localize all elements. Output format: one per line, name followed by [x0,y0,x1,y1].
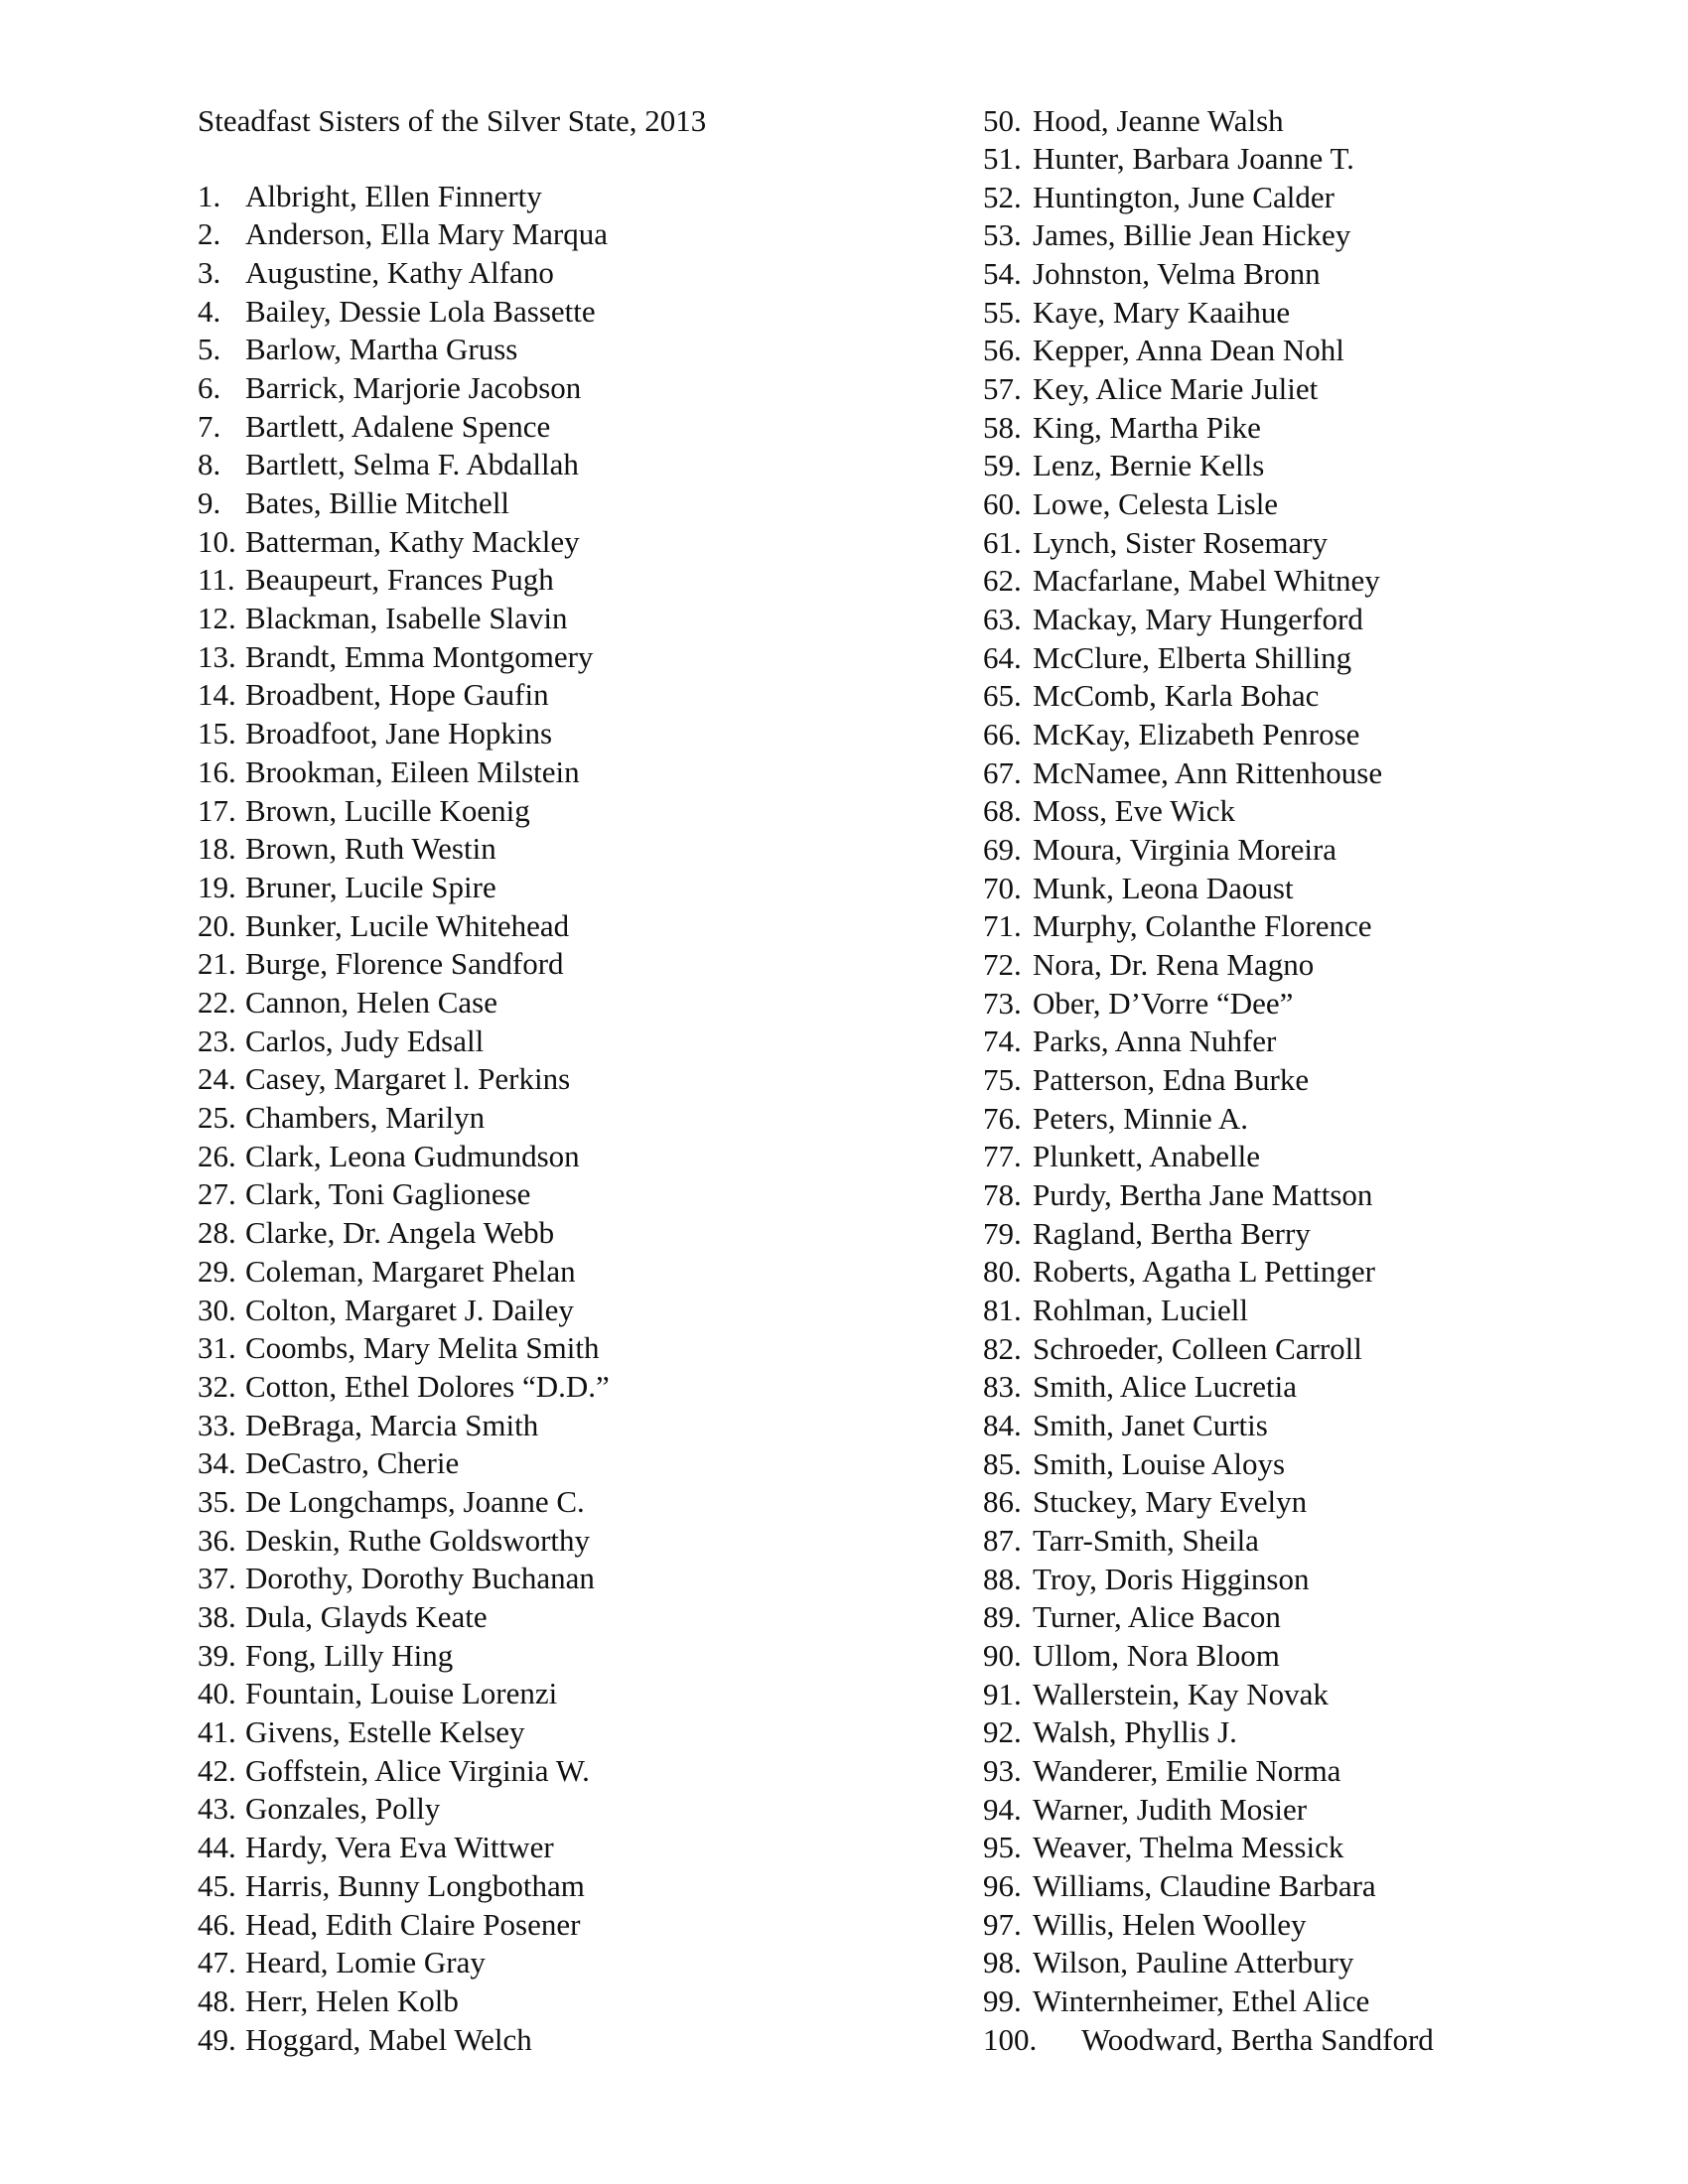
list-item-number: 29. [198,1253,236,1289]
list-item-name: Bartlett, Adalene Spence [245,408,551,444]
list-item-number: 70. [983,870,1022,905]
list-item-name: Broadbent, Hope Gaufin [245,677,549,713]
list-item-name: Ragland, Bertha Berry [1033,1215,1311,1251]
list-item-name: Williams, Claudine Barbara [1033,1867,1376,1903]
list-item-name: DeBraga, Marcia Smith [245,1407,539,1442]
list-item-number: 52. [983,179,1022,214]
list-item-number: 59. [983,448,1022,483]
list-item-name: Bruner, Lucile Spire [245,869,496,904]
list-item-number: 65. [983,678,1022,714]
list-item-number: 41. [198,1714,236,1750]
list-item-number: 61. [983,524,1022,560]
list-item-number: 44. [198,1830,236,1865]
list-item-number: 92. [983,1714,1022,1750]
list-item-name: Hood, Jeanne Walsh [1033,102,1284,138]
list-item-number: 86. [983,1484,1022,1520]
list-item-number: 38. [198,1599,236,1635]
list-item-name: Cotton, Ethel Dolores “D.D.” [245,1368,610,1404]
list-item-number: 22. [198,984,236,1020]
list-item-number: 6. [198,369,221,405]
list-item-number: 96. [983,1867,1022,1903]
list-item-name: Parks, Anna Nuhfer [1033,1024,1277,1059]
list-item-name: Weaver, Thelma Messick [1033,1830,1344,1865]
list-item-name: Wallerstein, Kay Novak [1033,1676,1329,1711]
list-item-number: 87. [983,1522,1022,1558]
list-item-number: 14. [198,677,236,713]
list-item-number: 1. [198,178,221,213]
list-item-number: 2. [198,216,221,252]
list-item-name: Harris, Bunny Longbotham [245,1867,585,1903]
list-item-name: Lenz, Bernie Kells [1033,448,1265,483]
list-item-number: 73. [983,985,1022,1021]
list-item-name: Beaupeurt, Frances Pugh [245,562,554,598]
list-item-name: McClure, Elberta Shilling [1033,639,1352,675]
list-item-name: Moura, Virginia Moreira [1033,832,1337,868]
list-item-number: 19. [198,869,236,904]
list-item-name: Ullom, Nora Bloom [1033,1637,1280,1673]
list-item-name: Clark, Leona Gudmundson [245,1138,580,1173]
list-item-number: 64. [983,639,1022,675]
list-item-number: 75. [983,1062,1022,1097]
list-item-number: 35. [198,1483,236,1519]
list-item-name: Key, Alice Marie Juliet [1033,371,1319,407]
list-item-name: Coleman, Margaret Phelan [245,1253,576,1289]
list-item-number: 69. [983,832,1022,868]
list-item-number: 74. [983,1024,1022,1059]
list-item-number: 43. [198,1791,236,1827]
list-item-number: 46. [198,1906,236,1942]
list-item-number: 91. [983,1676,1022,1711]
list-item-name: Dula, Glayds Keate [245,1599,488,1635]
list-item-name: Bailey, Dessie Lola Bassette [245,293,596,329]
list-item-name: Albright, Ellen Finnerty [245,178,542,213]
list-item-number: 63. [983,602,1022,637]
list-item-name: Woodward, Bertha Sandford [1081,2021,1434,2057]
list-item-name: Fountain, Louise Lorenzi [245,1676,558,1711]
list-item-number: 42. [198,1752,236,1788]
list-item-name: Barlow, Martha Gruss [245,332,518,367]
list-item-name: Purdy, Bertha Jane Mattson [1033,1176,1373,1212]
list-item-number: 88. [983,1561,1022,1596]
list-item-name: Batterman, Kathy Mackley [245,523,580,559]
list-item-number: 50. [983,102,1022,138]
list-item-number: 20. [198,907,236,943]
list-item-number: 57. [983,371,1022,407]
list-item-number: 11. [198,562,235,598]
list-item-name: Kaye, Mary Kaaihue [1033,294,1291,330]
list-item-name: Herr, Helen Kolb [245,1982,459,2018]
list-item-number: 83. [983,1369,1022,1405]
list-item-name: Walsh, Phyllis J. [1033,1714,1237,1750]
list-item-number: 37. [198,1561,236,1596]
list-item-name: Roberts, Agatha L Pettinger [1033,1254,1375,1290]
list-item-name: Blackman, Isabelle Slavin [245,601,568,636]
list-item-number: 53. [983,217,1022,253]
list-item-name: Broadfoot, Jane Hopkins [245,716,553,751]
list-item-name: Colton, Margaret J. Dailey [245,1292,574,1327]
list-item-number: 7. [198,408,221,444]
list-item-number: 67. [983,754,1022,790]
list-item-number: 71. [983,908,1022,944]
list-item-name: Coombs, Mary Melita Smith [245,1330,600,1366]
list-item-number: 32. [198,1368,236,1404]
list-item-number: 56. [983,333,1022,368]
list-item-number: 80. [983,1254,1022,1290]
list-item-name: Macfarlane, Mabel Whitney [1033,563,1380,599]
list-item-number: 8. [198,447,221,482]
list-item-number: 51. [983,141,1022,177]
list-item-number: 66. [983,717,1022,752]
list-item-name: Clark, Toni Gaglionese [245,1176,531,1212]
list-item-number: 45. [198,1867,236,1903]
list-item-number: 81. [983,1292,1022,1327]
list-item-number: 97. [983,1906,1022,1942]
list-item-name: Kepper, Anna Dean Nohl [1033,333,1344,368]
list-item-number: 47. [198,1945,236,1980]
list-item-name: Moss, Eve Wick [1033,793,1235,829]
list-item-number: 13. [198,638,236,674]
list-item-number: 98. [983,1945,1022,1980]
list-item-name: Casey, Margaret l. Perkins [245,1061,571,1097]
list-item-name: Hoggard, Mabel Welch [245,2021,532,2057]
list-item-number: 48. [198,1982,236,2018]
list-item-name: Troy, Doris Higginson [1033,1561,1310,1596]
list-item-name: Fong, Lilly Hing [245,1637,454,1673]
list-item-name: McComb, Karla Bohac [1033,678,1320,714]
list-item-name: Head, Edith Claire Posener [245,1906,581,1942]
list-item-name: Heard, Lomie Gray [245,1945,486,1980]
list-item-name: Willis, Helen Woolley [1033,1906,1307,1942]
list-item-name: Anderson, Ella Mary Marqua [245,216,609,252]
list-item-name: Barrick, Marjorie Jacobson [245,369,582,405]
list-item-number: 49. [198,2021,236,2057]
list-item-name: Schroeder, Colleen Carroll [1033,1330,1362,1366]
list-item-number: 54. [983,256,1022,292]
list-item-number: 18. [198,831,236,867]
list-item-number: 36. [198,1522,236,1558]
list-item-name: Smith, Alice Lucretia [1033,1369,1298,1405]
list-item-name: Wanderer, Emilie Norma [1033,1752,1341,1788]
list-item-number: 24. [198,1061,236,1097]
list-item-name: Bates, Billie Mitchell [245,485,510,521]
list-item-number: 12. [198,601,236,636]
list-item-number: 93. [983,1752,1022,1788]
list-item-name: Dorothy, Dorothy Buchanan [245,1561,595,1596]
list-item-number: 68. [983,793,1022,829]
list-item-number: 78. [983,1176,1022,1212]
list-item-number: 25. [198,1100,236,1136]
list-item-number: 4. [198,293,221,329]
list-item-name: Wilson, Pauline Atterbury [1033,1945,1354,1980]
list-item-number: 79. [983,1215,1022,1251]
list-item-number: 9. [198,485,221,521]
list-item-name: Turner, Alice Bacon [1033,1599,1281,1635]
list-item-number: 84. [983,1407,1022,1442]
list-item-name: Johnston, Velma Bronn [1033,256,1321,292]
list-item-name: Givens, Estelle Kelsey [245,1714,525,1750]
list-item-name: Carlos, Judy Edsall [245,1023,485,1058]
list-item-number: 100. [983,2021,1038,2057]
list-item-number: 99. [983,1982,1022,2018]
list-item-name: James, Billie Jean Hickey [1033,217,1351,253]
list-item-number: 34. [198,1445,236,1481]
list-item-number: 90. [983,1637,1022,1673]
list-item-number: 30. [198,1292,236,1327]
list-item-number: 95. [983,1830,1022,1865]
list-item-name: Munk, Leona Daoust [1033,870,1294,905]
list-item-number: 23. [198,1023,236,1058]
document-title: Steadfast Sisters of the Silver State, 2013 [198,103,707,138]
list-item-number: 26. [198,1138,236,1173]
list-item-number: 58. [983,409,1022,445]
list-item-name: Lynch, Sister Rosemary [1033,524,1329,560]
list-item-number: 62. [983,563,1022,599]
list-item-number: 89. [983,1599,1022,1635]
list-item-name: Patterson, Edna Burke [1033,1062,1310,1097]
list-item-number: 72. [983,947,1022,983]
list-item-name: Cannon, Helen Case [245,984,497,1020]
list-item-name: Chambers, Marilyn [245,1100,486,1136]
list-item-name: DeCastro, Cherie [245,1445,460,1481]
list-item-name: Brookman, Eileen Milstein [245,753,580,789]
list-item-name: Brown, Lucille Koenig [245,792,530,828]
list-item-name: McNamee, Ann Rittenhouse [1033,754,1383,790]
list-item-name: Hunter, Barbara Joanne T. [1033,141,1354,177]
list-item-name: Burge, Florence Sandford [245,946,564,982]
list-item-name: Tarr-Smith, Sheila [1033,1522,1259,1558]
list-item-number: 27. [198,1176,236,1212]
list-item-name: Augustine, Kathy Alfano [245,254,554,290]
list-item-name: Stuckey, Mary Evelyn [1033,1484,1308,1520]
list-item-name: Brown, Ruth Westin [245,831,496,867]
list-item-number: 15. [198,716,236,751]
list-item-name: Winternheimer, Ethel Alice [1033,1982,1370,2018]
list-item-number: 17. [198,792,236,828]
list-item-number: 55. [983,294,1022,330]
list-item-name: De Longchamps, Joanne C. [245,1483,585,1519]
list-item-name: McKay, Elizabeth Penrose [1033,717,1360,752]
list-item-number: 60. [983,486,1022,522]
list-item-name: Hardy, Vera Eva Wittwer [245,1830,554,1865]
list-item-name: Clarke, Dr. Angela Webb [245,1215,555,1251]
list-item-number: 33. [198,1407,236,1442]
list-item-number: 5. [198,332,221,367]
list-item-name: Bunker, Lucile Whitehead [245,907,570,943]
list-item-name: Brandt, Emma Montgomery [245,638,594,674]
list-item-name: Goffstein, Alice Virginia W. [245,1752,590,1788]
list-item-name: Smith, Louise Aloys [1033,1445,1286,1481]
list-item-number: 94. [983,1791,1022,1827]
list-item-name: Lowe, Celesta Lisle [1033,486,1279,522]
list-item-name: Murphy, Colanthe Florence [1033,908,1372,944]
list-item-name: Mackay, Mary Hungerford [1033,602,1363,637]
list-item-name: King, Martha Pike [1033,409,1261,445]
list-item-number: 82. [983,1330,1022,1366]
list-item-number: 39. [198,1637,236,1673]
list-item-number: 31. [198,1330,236,1366]
list-item-name: Peters, Minnie A. [1033,1100,1248,1136]
list-item-name: Warner, Judith Mosier [1033,1791,1308,1827]
list-item-name: Huntington, June Calder [1033,179,1335,214]
list-item-name: Bartlett, Selma F. Abdallah [245,447,579,482]
list-item-number: 28. [198,1215,236,1251]
list-item-name: Ober, D’Vorre “Dee” [1033,985,1294,1021]
list-item-number: 16. [198,753,236,789]
list-item-number: 10. [198,523,236,559]
list-item-name: Nora, Dr. Rena Magno [1033,947,1315,983]
list-item-number: 3. [198,254,221,290]
list-item-name: Gonzales, Polly [245,1791,441,1827]
list-item-name: Smith, Janet Curtis [1033,1407,1268,1442]
list-item-name: Plunkett, Anabelle [1033,1139,1261,1174]
list-item-number: 40. [198,1676,236,1711]
list-item-number: 77. [983,1139,1022,1174]
list-item-name: Rohlman, Luciell [1033,1292,1248,1327]
list-item-number: 85. [983,1445,1022,1481]
list-item-number: 21. [198,946,236,982]
list-item-name: Deskin, Ruthe Goldsworthy [245,1522,591,1558]
list-item-number: 76. [983,1100,1022,1136]
